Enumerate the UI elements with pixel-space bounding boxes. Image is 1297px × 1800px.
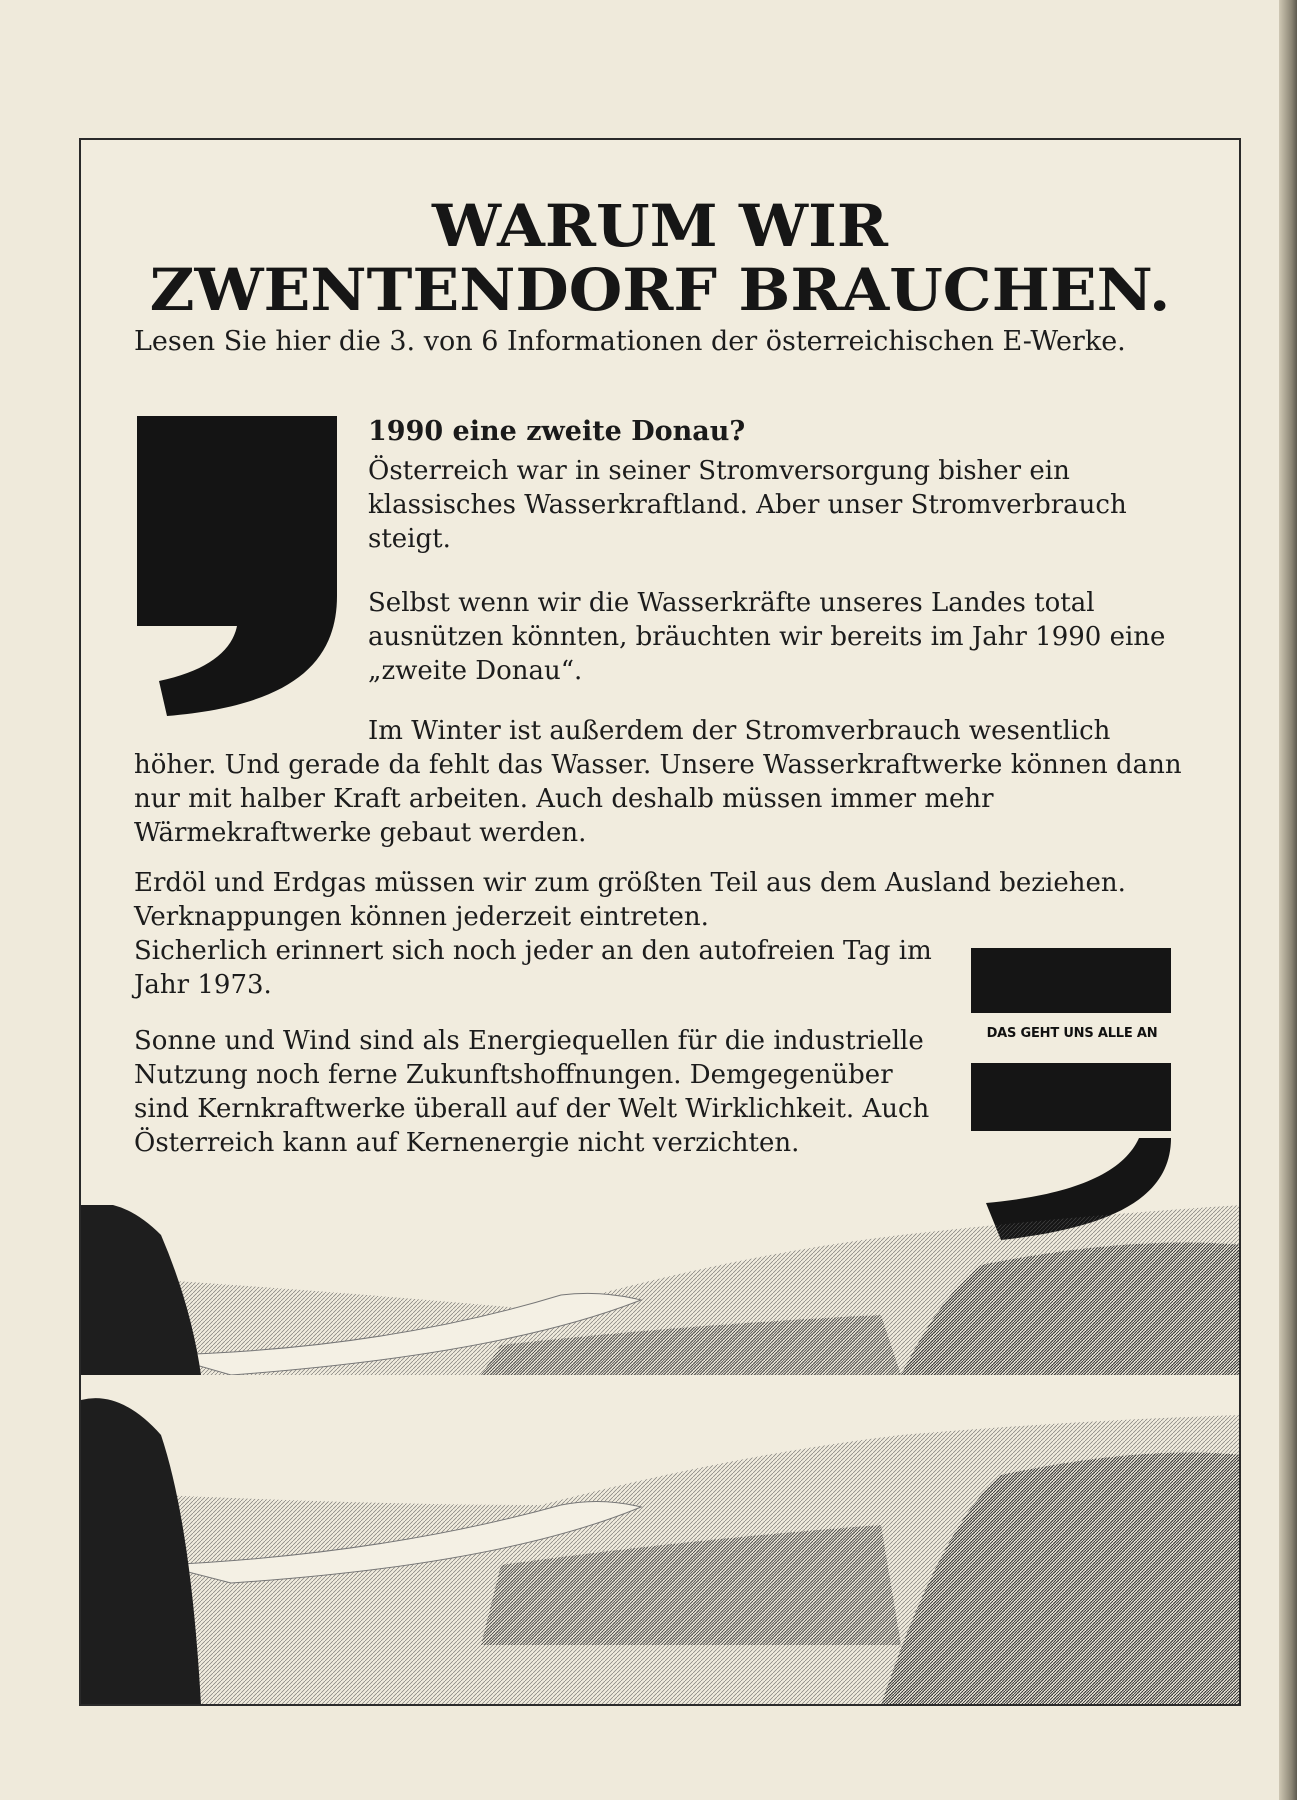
paragraph-3: Im Winter ist außerdem der Stromverbrauch wesentlich höher. Und gerade da fehlt das Wasser. Unsere Wasserkraftwerke können dann nur mit halber Kraft arbeiten. Auch deshalb müssen immer mehr Wärmekraftwerke gebaut werden. <box>134 716 1182 848</box>
e-werke-logo <box>971 948 1171 1248</box>
advertisement <box>79 138 1241 1706</box>
paragraph-4: Erdöl und Erdgas müssen wir zum größten Teil aus dem Ausland beziehen. Verknappungen können jederzeit eintreten. <box>134 868 1126 932</box>
landscape-illustration <box>81 1205 1241 1705</box>
paragraph-5: Sicherlich erinnert sich noch jeder an den autofreien Tag im Jahr 1973. <box>134 936 932 1000</box>
headline-line-1: WARUM WIR <box>432 192 888 260</box>
paragraph-6: Sonne und Wind sind als Energiequellen für die industrielle Nutzung noch ferne Zukunftshoffnungen. Demgegenüber sind Kernkraftwerke überall auf der Welt Wirklichkeit. Auch Österreich kann auf Kernenergie nicht verzichten. <box>134 1026 930 1158</box>
paragraph-2: Selbst wenn wir die Wasserkräfte unseres Landes total ausnützen könnten, bräuchten wir bereits im Jahr 1990 eine „zweite Donau“. <box>368 588 1166 686</box>
subheading: 1990 eine zweite Donau? <box>368 416 746 447</box>
paragraph-1: Österreich war in seiner Stromversorgung bisher ein klassisches Wasserkraftland. Aber unser Stromverbrauch steigt. <box>368 456 1127 554</box>
headline-line-2: ZWENTENDORF BRAUCHEN. <box>149 256 1171 324</box>
logo-slogan: DAS GEHT UNS ALLE AN <box>986 1026 1158 1041</box>
page-edge <box>1279 0 1297 1800</box>
quotation-mark-graphic <box>137 416 337 716</box>
intro-text: Lesen Sie hier die 3. von 6 Informationen der österreichischen E-Werke. <box>134 326 1126 357</box>
